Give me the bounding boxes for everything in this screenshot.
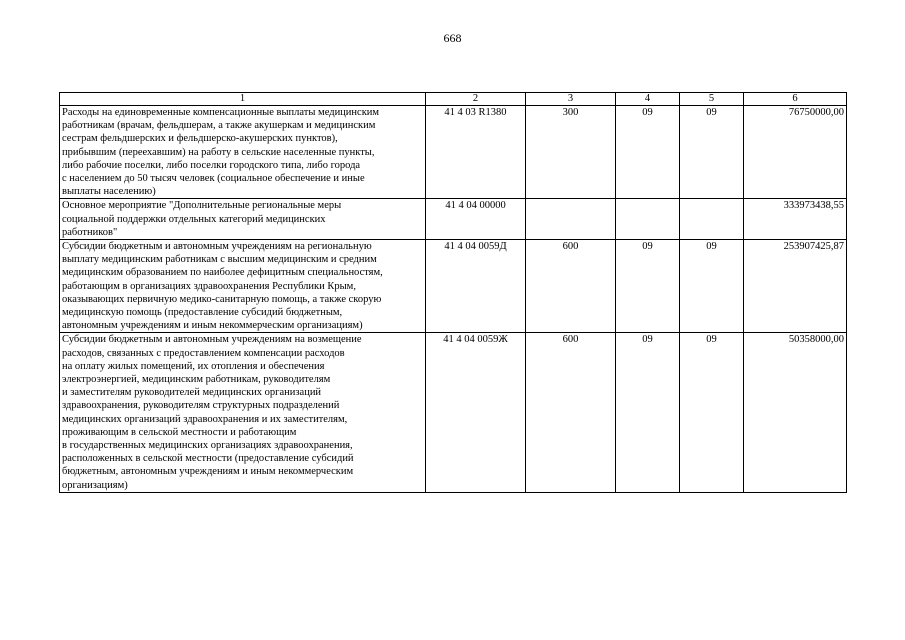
row-col5: 09 <box>680 240 744 333</box>
header-row <box>60 93 847 106</box>
column-header: 2 <box>426 93 526 106</box>
row-col3: 300 <box>526 106 616 199</box>
table-row <box>60 106 847 199</box>
column-header: 1 <box>60 93 426 106</box>
row-amount: 253907425,87 <box>744 240 847 333</box>
row-col4: 09 <box>616 240 680 333</box>
column-header: 4 <box>616 93 680 106</box>
row-code: 41 4 04 0059Ж <box>426 333 526 492</box>
column-header: 3 <box>526 93 616 106</box>
row-description: Расходы на единовременные компенсационные выплаты медицинским работникам (врачам, фельдшерам, а также акушеркам и медицинским сестрам фельдшерских и фельдшерско-акушерских пунктов), прибывшим (переехавшим) на работу в сельские населенные пункты, либо рабочие поселки, либо поселки городского типа, либо города с населением до 50 тысяч человек (социальное обеспечение и иные выплаты населению) <box>60 106 426 199</box>
column-header: 6 <box>744 93 847 106</box>
row-amount: 50358000,00 <box>744 333 847 492</box>
row-description: Субсидии бюджетным и автономным учреждениям на региональную выплату медицинским работникам с высшим медицинским и средним медицинским образованием по наиболее дефицитным специальностям, работающим в организациях здравоохранения Республики Крым, оказывающих первичную медико-санитарную помощь, а также скорую медицинскую помощь (предоставление субсидий бюджетным, автономным учреждениям и иным некоммерческим организациям) <box>60 240 426 333</box>
row-col3: 600 <box>526 240 616 333</box>
row-description: Субсидии бюджетным и автономным учреждениям на возмещение расходов, связанных с предоставлением компенсации расходов на оплату жилых помещений, их отопления и обеспечения электроэнергией, медицинским работникам, руководителям и заместителям руководителей медицинских организаций здравоохранения, руководителям структурных подразделений медицинских организаций здравоохранения и их заместителям, проживающим в сельской местности и работающим в государственных медицинских организациях здравоохранения, расположенных в сельской местности (предоставление субсидий бюджетным, автономным учреждениям и иным некоммерческим организациям) <box>60 333 426 492</box>
budget-table <box>59 92 847 493</box>
page-number: 668 <box>443 31 462 45</box>
row-code: 41 4 04 00000 <box>426 199 526 240</box>
row-col4: 09 <box>616 333 680 492</box>
row-description: Основное мероприятие "Дополнительные региональные меры социальной поддержки отдельных категорий медицинских работников" <box>60 199 426 240</box>
row-amount: 76750000,00 <box>744 106 847 199</box>
row-col4: 09 <box>616 106 680 199</box>
column-header: 5 <box>680 93 744 106</box>
row-col4 <box>616 199 680 240</box>
table-row <box>60 240 847 333</box>
row-amount: 333973438,55 <box>744 199 847 240</box>
row-col5: 09 <box>680 333 744 492</box>
row-col3 <box>526 199 616 240</box>
row-col5 <box>680 199 744 240</box>
table-row <box>60 333 847 492</box>
table-row <box>60 199 847 240</box>
row-code: 41 4 04 0059Д <box>426 240 526 333</box>
row-col5: 09 <box>680 106 744 199</box>
row-code: 41 4 03 R1380 <box>426 106 526 199</box>
row-col3: 600 <box>526 333 616 492</box>
